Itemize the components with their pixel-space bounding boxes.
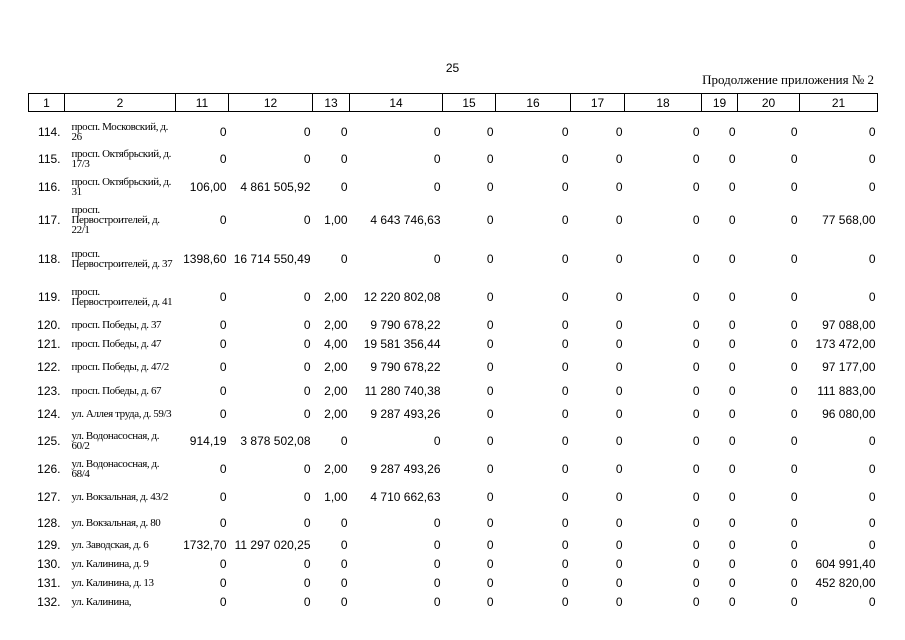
value-cell-16: 0 [561,462,569,476]
value-cell-15: 0 [486,406,494,421]
value-cell-16: 0 [561,434,569,448]
value-cell-19: 0 [728,490,736,504]
value-cell-14: 0 [433,434,441,448]
value-cell-12: 0 [303,575,311,590]
value-cell-16: 0 [561,360,569,374]
table-row [29,573,878,592]
column-header: 21 [800,94,878,112]
table-row [29,455,878,483]
value-cell-18: 0 [692,124,700,139]
value-cell-13: 2,00 [324,317,348,332]
value-cell-20: 0 [790,556,798,571]
value-cell-15: 0 [486,212,494,227]
address-cell: просп. Октябрьский, д. 31 [71,175,171,198]
value-cell-11: 0 [219,124,227,139]
page-number: 25 [445,61,460,75]
value-cell-12: 4 861 505,92 [240,179,311,194]
address-cell: просп. Октябрьский, д. 17/3 [71,148,171,170]
table-row [29,592,878,611]
value-cell-20: 0 [790,317,798,332]
table-row [29,239,878,278]
address-cell: ул. Заводская, д. 6 [71,538,149,551]
value-cell-21: 0 [868,537,876,552]
value-cell-19: 0 [728,575,736,590]
value-cell-16: 0 [561,336,569,351]
value-cell-14: 0 [433,594,441,609]
value-cell-17: 0 [615,317,623,332]
value-cell-19: 0 [728,360,736,374]
value-cell-19: 0 [728,537,736,552]
value-cell-11: 106,00 [189,179,227,194]
value-cell-21: 0 [868,152,876,166]
value-cell-20: 0 [790,575,798,590]
value-cell-16: 0 [561,556,569,571]
value-cell-16: 0 [561,317,569,332]
value-cell-14: 19 581 356,44 [363,336,441,351]
table-row [29,315,878,334]
value-cell-15: 0 [486,124,494,139]
value-cell-17: 0 [615,594,623,609]
value-cell-20: 0 [790,383,798,398]
value-cell-15: 0 [486,537,494,552]
address-cell: просп. Московский, д. 26 [71,120,168,143]
value-cell-21: 0 [868,490,876,504]
value-cell-17: 0 [615,490,623,504]
address-cell: просп. Первостроителей, д. 41 [71,285,173,308]
value-cell-14: 0 [433,179,441,194]
row-number: 125. [37,434,61,448]
value-cell-19: 0 [728,251,736,266]
row-number: 130. [37,556,61,571]
column-header: 11 [176,94,229,112]
value-cell-14: 0 [433,537,441,552]
value-cell-18: 0 [692,537,700,552]
value-cell-15: 0 [486,462,494,476]
value-cell-14: 12 220 802,08 [363,289,441,304]
value-cell-14: 9 287 493,26 [370,406,441,421]
value-cell-18: 0 [692,434,700,448]
row-number: 123. [37,383,61,398]
value-cell-13: 2,00 [324,462,348,476]
value-cell-17: 0 [615,462,623,476]
value-cell-20: 0 [790,124,798,139]
value-cell-19: 0 [728,179,736,194]
value-cell-20: 0 [790,251,798,266]
value-cell-21: 0 [868,434,876,448]
row-number: 129. [37,537,61,552]
value-cell-21: 97 088,00 [822,317,876,332]
row-number: 118. [38,251,61,266]
value-cell-18: 0 [692,360,700,374]
value-cell-19: 0 [728,406,736,421]
value-cell-18: 0 [692,179,700,194]
column-header: 1 [29,94,65,112]
value-cell-14: 11 280 740,38 [364,383,441,398]
column-header: 20 [738,94,800,112]
value-cell-14: 9 790 678,22 [370,360,441,374]
table-row [29,334,878,353]
value-cell-17: 0 [615,124,623,139]
value-cell-12: 16 714 550,49 [233,251,311,266]
value-cell-18: 0 [692,516,700,530]
value-cell-11: 0 [219,462,227,476]
value-cell-13: 2,00 [324,289,348,304]
table-row [29,278,878,315]
value-cell-19: 0 [728,434,736,448]
address-cell: просп. Первостроителей, д. 37 [71,247,173,270]
value-cell-17: 0 [615,383,623,398]
table-row [29,200,878,239]
value-cell-12: 0 [303,317,311,332]
table-row [29,427,878,455]
value-cell-12: 0 [303,490,311,504]
column-header: 12 [229,94,313,112]
value-cell-16: 0 [561,594,569,609]
value-cell-19: 0 [728,336,736,351]
value-cell-16: 0 [561,490,569,504]
row-number: 124. [37,406,61,421]
value-cell-13: 0 [340,251,348,266]
table-row [29,511,878,535]
value-cell-13: 2,00 [324,406,348,421]
value-cell-14: 4 643 746,63 [370,212,441,227]
row-number: 114. [38,124,61,139]
value-cell-17: 0 [615,251,623,266]
value-cell-20: 0 [790,516,798,530]
value-cell-12: 0 [303,336,311,351]
value-cell-20: 0 [790,360,798,374]
value-cell-11: 0 [219,383,227,398]
value-cell-18: 0 [692,490,700,504]
value-cell-15: 0 [486,360,494,374]
value-cell-11: 1732,70 [183,537,227,552]
value-cell-13: 2,00 [324,383,348,398]
value-cell-11: 0 [219,594,227,609]
value-cell-18: 0 [692,251,700,266]
value-cell-17: 0 [615,516,623,530]
value-cell-21: 97 177,00 [822,360,876,374]
table-body [29,112,878,612]
value-cell-20: 0 [790,462,798,476]
value-cell-21: 0 [868,251,876,266]
value-cell-11: 0 [219,490,227,504]
value-cell-19: 0 [728,383,736,398]
value-cell-15: 0 [486,317,494,332]
address-cell: просп. Победы, д. 67 [71,384,162,397]
row-number: 132. [37,594,61,609]
value-cell-17: 0 [615,406,623,421]
value-cell-16: 0 [561,124,569,139]
value-cell-21: 0 [868,289,876,304]
value-cell-16: 0 [561,575,569,590]
value-cell-12: 3 878 502,08 [240,434,311,448]
value-cell-17: 0 [615,434,623,448]
column-header: 14 [350,94,443,112]
value-cell-17: 0 [615,179,623,194]
value-cell-13: 0 [340,556,348,571]
address-cell: ул. Калинина, д. 13 [71,576,154,589]
value-cell-12: 0 [303,462,311,476]
value-cell-19: 0 [728,212,736,227]
value-cell-14: 9 287 493,26 [370,462,441,476]
row-number: 120. [37,317,61,332]
value-cell-20: 0 [790,179,798,194]
address-cell: ул. Водонасосная, д. 68/4 [71,458,160,480]
table-row [29,145,878,173]
value-cell-16: 0 [561,406,569,421]
address-cell: ул. Калинина, [71,595,132,608]
value-cell-16: 0 [561,516,569,530]
value-cell-13: 0 [340,152,348,166]
column-header: 2 [65,94,176,112]
table-row [29,483,878,511]
value-cell-19: 0 [728,462,736,476]
value-cell-14: 0 [433,516,441,530]
header-row [29,94,878,112]
value-cell-21: 452 820,00 [815,575,876,590]
value-cell-12: 0 [303,383,311,398]
value-cell-21: 0 [868,594,876,609]
value-cell-18: 0 [692,575,700,590]
value-cell-18: 0 [692,406,700,421]
value-cell-11: 1398,60 [183,251,227,266]
value-cell-17: 0 [615,556,623,571]
value-cell-16: 0 [561,289,569,304]
value-cell-21: 77 568,00 [822,212,876,227]
value-cell-13: 0 [340,179,348,194]
value-cell-18: 0 [692,383,700,398]
value-cell-17: 0 [615,152,623,166]
value-cell-20: 0 [790,434,798,448]
value-cell-19: 0 [728,152,736,166]
value-cell-17: 0 [615,575,623,590]
table-row [29,400,878,427]
value-cell-13: 0 [340,124,348,139]
value-cell-20: 0 [790,490,798,504]
row-number: 128. [37,516,61,530]
value-cell-15: 0 [486,336,494,351]
continuation-label: Продолжение приложения № 2 [702,72,874,87]
value-cell-11: 0 [219,212,227,227]
value-cell-21: 0 [868,179,876,194]
value-cell-21: 173 472,00 [815,336,876,351]
value-cell-11: 0 [219,317,227,332]
table-row [29,118,878,145]
value-cell-15: 0 [486,179,494,194]
value-cell-21: 96 080,00 [822,406,876,421]
value-cell-12: 11 297 020,25 [234,537,311,552]
value-cell-20: 0 [790,594,798,609]
value-cell-11: 0 [219,575,227,590]
value-cell-20: 0 [790,152,798,166]
value-cell-12: 0 [303,152,311,166]
value-cell-18: 0 [692,212,700,227]
value-cell-12: 0 [303,289,311,304]
address-cell: просп. Первостроителей, д. 22/1 [71,203,160,236]
value-cell-15: 0 [486,434,494,448]
value-cell-13: 4,00 [324,336,348,351]
address-cell: просп. Победы, д. 37 [71,318,162,331]
value-cell-15: 0 [486,516,494,530]
value-cell-13: 0 [340,434,348,448]
address-cell: просп. Победы, д. 47 [71,337,162,350]
value-cell-12: 0 [303,212,311,227]
column-header: 19 [702,94,738,112]
value-cell-14: 0 [433,152,441,166]
value-cell-16: 0 [561,537,569,552]
row-number: 131. [37,575,61,590]
value-cell-13: 0 [340,516,348,530]
column-header: 18 [625,94,702,112]
value-cell-19: 0 [728,317,736,332]
value-cell-15: 0 [486,556,494,571]
address-cell: ул. Водонасосная, д. 60/2 [71,430,160,452]
value-cell-17: 0 [615,212,623,227]
value-cell-21: 0 [868,516,876,530]
value-cell-21: 604 991,40 [815,556,876,571]
value-cell-16: 0 [561,179,569,194]
value-cell-12: 0 [303,360,311,374]
row-number: 117. [38,212,61,227]
row-number: 122. [37,360,61,374]
address-cell: ул. Калинина, д. 9 [71,557,149,570]
value-cell-18: 0 [692,336,700,351]
value-cell-11: 914,19 [189,434,227,448]
value-cell-14: 0 [433,251,441,266]
value-cell-21: 111 883,00 [817,383,876,398]
address-cell: ул. Вокзальная, д. 80 [71,517,161,529]
row-number: 121. [37,336,61,351]
value-cell-15: 0 [486,490,494,504]
row-number: 115. [38,152,61,166]
value-cell-18: 0 [692,317,700,332]
value-cell-20: 0 [790,336,798,351]
value-cell-18: 0 [692,289,700,304]
value-cell-13: 2,00 [324,360,348,374]
value-cell-14: 0 [433,124,441,139]
value-cell-13: 1,00 [324,490,348,504]
value-cell-16: 0 [561,251,569,266]
value-cell-21: 0 [868,462,876,476]
value-cell-19: 0 [728,594,736,609]
value-cell-20: 0 [790,537,798,552]
value-cell-16: 0 [561,212,569,227]
value-cell-20: 0 [790,212,798,227]
value-cell-11: 0 [219,556,227,571]
value-cell-20: 0 [790,289,798,304]
value-cell-14: 0 [433,556,441,571]
value-cell-12: 0 [303,594,311,609]
row-number: 127. [37,490,61,504]
value-cell-12: 0 [303,556,311,571]
value-cell-14: 9 790 678,22 [370,317,441,332]
table-row [29,554,878,573]
table-row [29,353,878,381]
value-cell-12: 0 [303,406,311,421]
data-table [28,93,878,611]
value-cell-13: 0 [340,575,348,590]
value-cell-11: 0 [219,516,227,530]
value-cell-15: 0 [486,594,494,609]
value-cell-16: 0 [561,152,569,166]
value-cell-19: 0 [728,124,736,139]
value-cell-16: 0 [561,383,569,398]
address-cell: ул. Аллея труда, д. 59/3 [71,407,172,420]
table-row [29,381,878,400]
value-cell-21: 0 [868,124,876,139]
value-cell-15: 0 [486,152,494,166]
value-cell-13: 0 [340,537,348,552]
value-cell-11: 0 [219,360,227,374]
value-cell-18: 0 [692,594,700,609]
value-cell-14: 4 710 662,63 [370,490,441,504]
value-cell-17: 0 [615,360,623,374]
value-cell-11: 0 [219,289,227,304]
address-cell: ул. Вокзальная, д. 43/2 [71,491,169,503]
value-cell-11: 0 [219,406,227,421]
value-cell-19: 0 [728,516,736,530]
value-cell-15: 0 [486,383,494,398]
column-header: 16 [496,94,571,112]
row-number: 126. [37,462,61,476]
value-cell-17: 0 [615,537,623,552]
value-cell-18: 0 [692,556,700,571]
column-header: 15 [443,94,496,112]
column-header: 17 [571,94,625,112]
value-cell-12: 0 [303,516,311,530]
value-cell-18: 0 [692,152,700,166]
value-cell-15: 0 [486,289,494,304]
value-cell-15: 0 [486,251,494,266]
value-cell-15: 0 [486,575,494,590]
value-cell-19: 0 [728,289,736,304]
address-cell: просп. Победы, д. 47/2 [71,361,169,373]
value-cell-14: 0 [433,575,441,590]
value-cell-17: 0 [615,289,623,304]
row-number: 116. [38,179,61,194]
table-row [29,535,878,554]
value-cell-18: 0 [692,462,700,476]
table-row [29,173,878,200]
value-cell-17: 0 [615,336,623,351]
value-cell-11: 0 [219,152,227,166]
value-cell-11: 0 [219,336,227,351]
value-cell-12: 0 [303,124,311,139]
value-cell-13: 0 [340,594,348,609]
value-cell-19: 0 [728,556,736,571]
value-cell-20: 0 [790,406,798,421]
row-number: 119. [38,289,61,304]
column-header: 13 [313,94,350,112]
value-cell-13: 1,00 [324,212,348,227]
